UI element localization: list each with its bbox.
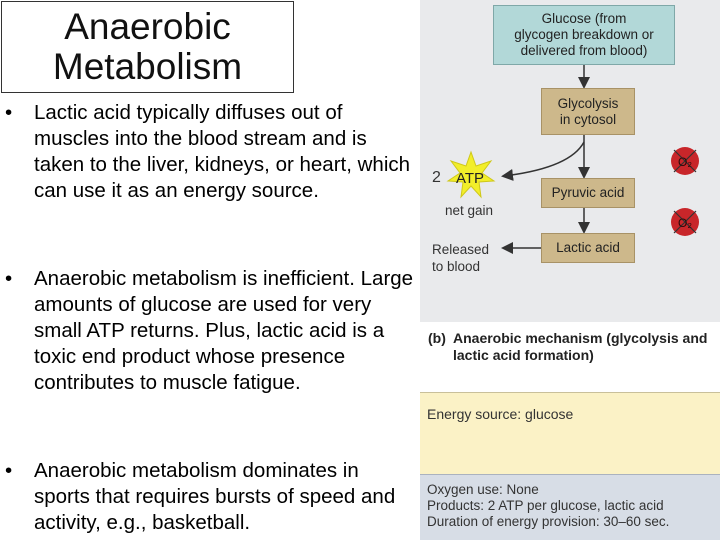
released-line: to blood bbox=[432, 259, 481, 274]
o2-label: O₂ bbox=[678, 216, 692, 230]
bullet-marker: • bbox=[5, 101, 13, 124]
glucose-line: glycogen breakdown or bbox=[514, 27, 654, 42]
pyruvic-acid-box: Pyruvic acid bbox=[541, 178, 635, 208]
arrow-to-atp bbox=[504, 142, 584, 176]
lactic-acid-box: Lactic acid bbox=[541, 233, 635, 263]
released-to-blood-label bbox=[432, 241, 522, 275]
oxygen-use-text bbox=[427, 482, 717, 530]
oxygen-line: Oxygen use: None bbox=[427, 482, 539, 497]
mechanism-letter: (b) bbox=[428, 330, 446, 346]
atp-label: ATP bbox=[456, 170, 485, 187]
energy-source-text: Energy source: glucose bbox=[427, 406, 574, 422]
title-line-2: Metabolism bbox=[52, 46, 243, 87]
oxygen-line: Duration of energy provision: 30–60 sec. bbox=[427, 514, 670, 529]
oxygen-line: Products: 2 ATP per glucose, lactic acid bbox=[427, 498, 664, 513]
bullet-text: Anaerobic metabolism is inefficient. Large amounts of glucose are used for very small ATP returns. Plus, lactic acid is a toxic end product whose presence contributes to muscle fatigue. bbox=[34, 267, 414, 394]
glycolysis-box bbox=[541, 88, 635, 135]
o2-label: O₂ bbox=[678, 155, 692, 169]
net-gain-label: net gain bbox=[445, 203, 494, 218]
anaerobic-diagram bbox=[420, 0, 720, 540]
title-line-1: Anaerobic bbox=[64, 6, 231, 47]
bullet-text: Lactic acid typically diffuses out of muscles into the blood stream and is taken to the liver, kidneys, or heart, which can use it as an energy source. bbox=[34, 101, 411, 202]
energy-source-band bbox=[420, 392, 720, 474]
mechanism-caption: Anaerobic mechanism (glycolysis and lactic acid formation) bbox=[453, 330, 708, 363]
released-line: Released bbox=[432, 242, 490, 257]
glycolysis-line: Glycolysis bbox=[557, 95, 619, 111]
glucose-box bbox=[493, 5, 675, 65]
glucose-line: delivered from blood) bbox=[520, 43, 648, 58]
bullet-text: Anaerobic metabolism dominates in sports that requires bursts of speed and activity, e.g., basketball. bbox=[34, 459, 396, 534]
glucose-line: Glucose (from bbox=[541, 11, 627, 26]
bullet-marker: • bbox=[5, 267, 13, 290]
slide-title bbox=[1, 1, 294, 93]
glycolysis-line: in cytosol bbox=[559, 111, 617, 127]
bullet-marker: • bbox=[5, 459, 13, 482]
atp-count: 2 bbox=[432, 169, 441, 186]
